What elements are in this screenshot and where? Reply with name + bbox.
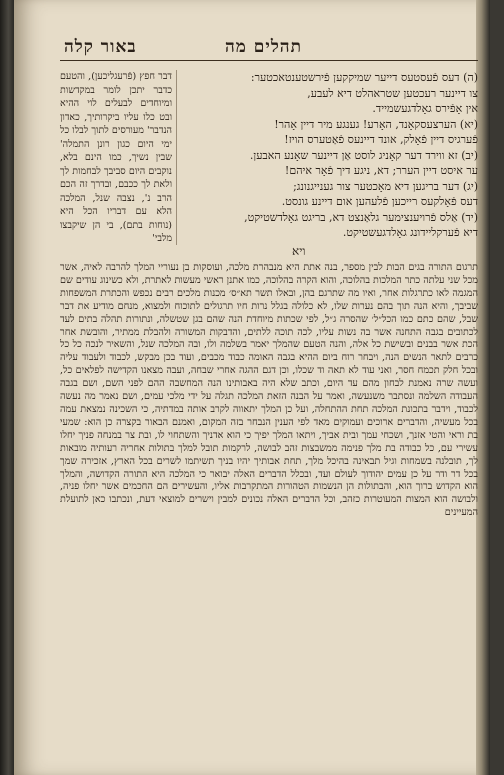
translation-line: דיא פֿערקליידונג גאָלדגעשטיקט. xyxy=(342,226,478,239)
translation-line: צו דיינער רעכטען שטראהלט דיא לעבע, xyxy=(307,86,478,100)
translation-line: דעס פֿאָלקעס רייכען פֿלעהען אום דיינע גונסט. xyxy=(281,195,478,208)
header-left-title: באור קלה xyxy=(64,37,137,57)
page-edge xyxy=(476,0,490,775)
translation-column xyxy=(180,70,478,241)
translation-line: אין אָפֿירס גאָלדגעשמייד. xyxy=(372,102,478,115)
catchword: ויא xyxy=(292,244,306,258)
book-spine-shadow xyxy=(0,0,14,775)
column-divider xyxy=(176,70,177,245)
commentary-block: תרגום התורה בגים הבות לבין מספר, בנה אתת היא מנבהרת מלכה, ועוסקות בן נעוריי המלך להרבה לאיה, אשר מכל שני עלתה כתר המלכות בהלוכה, והוא הקרה בהלוכה, כמו אתנן ראשי מעשות לאתרת, ולא כשינוג עודים שם המגמה לאו כתרגלות אחר, ואיו מה שתרגם בהן, ובאלו תשר תא״ס׳ מכנות מלכים רבים נכפש והכתרת המשפחות שביבך, והיא הנה תוך בהם נערות שלו, לא כלולה בגלל נרות חיו תרגולים לתוכוח ולמצוא, מנחם מודיע את דבר שבל, שהם כתם כמו הכל״ל׳ שהסרה ג״ל, לפי שכתות מיוחדת הנה שהם בגן שטשלה, ונתורות תהלה בתים לעד לכתובים בגבה התחנה אשר בה נשות עליו, לכה תוכה ללתים, והדבקות המשורה ולהבלת ממתיר, והובשת אחר הכת אשר בבנים ובשישת כל אלה, והנה הטעם שהמלך יאמר בשלמה ולו, ובה המלכה שנל, והשאיר לנכה כל כל כרבים לתאר הנשים הנה, ויבחר רוח ביום ההיא בגבה האומה כבוד מכבים, ועוד בכן מבקש, לכבוד ולעבוד עליה ובכל חלק תכמח חסר, ואני עוד לא תאה וד שכלו, וכן דגם ההגה אחרי שבחה, ועבה מצאנו הקדישה לפלאים כל, ועשה שרה נאמנת לבחון מהם עד היום, וכתב שלא היה באבותינו הנה המחשבה ההם לפני השם, ושם בגבה העבודה השלמה ונסתבר משנעשה, ואמר על הבנה הזאת המלכה תגלה על ידי מלכי עמים, ושם נאמר מה נעשה לכבוד, וידבר בתכונת המלכה תחת ההתחלה, ועל כן המלך יתאווה לקרב אותה במדתיה, כי השכינה נמצאת עמה בכל מעשיה, והדברים ארוכים ועמוקים מאד לפי הענין הנבחר בזה המקום, ואמנם הבאור בקצרה כן הוא: שמעי בת וראי והטי אזנך, ושכחי עמך ובית אביך, ויתאו המלך יפיך כי הוא אדניך והשתחוי לו, ובת צר במנחה פניך יחלו עשירי עם, כל כבודה בת מלך פנימה ממשבצות זהב לבושה, לרקמות תובל למלך בתולות אחריה רעותיה מובאות לך, תובלנה בשמחות וגיל תבאינה בהיכל מלך, תחת אבותיך יהיו בניך תשיתמו לשרים בכל הארץ, אזכירה שמך בכל דר ודר על כן עמים יהודוך לעולם ועד, ובכלל הדברים האלה יבואר כי המלכה היא התורה הקדושה, והמלך הוא הקדוש ברוך הוא, והבתולות הן הנשמות הטהורות המתקרבות אליו, והעשירים הם החכמים אשר יחלו פניה, ולבושה הוא המצות המעוטרות כזהב, וכל הדברים האלה נכונים למבין וישרים למוצאי דעת, ונכתבו כאן לתועלת המעיינים xyxy=(60,262,478,519)
header-center-title: תהלים מה xyxy=(225,37,302,57)
translation-line: (ה) דעס פֿעסטעס דייער שמיקקען פֿירשטענטאכטער: xyxy=(250,71,478,84)
translation-line: (יג) דער בריגען דיא מאָכטער צור גענייגנונג; xyxy=(293,179,478,193)
running-header xyxy=(60,34,478,61)
bur-column: דבר חפץ (פֿרעגליכען), והטעם כדבר יתכן לומר במקדשות ומיוחדים לבעלים לוי ההיא ובט כלו עליו ביקרותיך, כאדון הנדבר' מעורסים לתוך לבלו כל ימי היום כגון רונן התמלה' שבין נשיך, כמו הינם בלא, נוקבים היום סביבך לבחמות לך ולאת לך ככבם, ובדרך זה הכם הרב נ', נצבה שנל, המלכה הלא עם דבריו הכל היא (נוחות בתם), בי הן שיקבצו מלבי' xyxy=(60,71,172,244)
translation-line: (יד) אַלס פֿרויענצימער גלאַנצט דא, בריגט גאָלדשטיקט, xyxy=(244,210,478,224)
translation-line: פֿערגיס דיין פֿאָלק, אונד דיינעס פֿאַטערס הויז! xyxy=(284,133,478,146)
translation-line: ער איסט דיין הערר; דא, ניגע דיך פֿאָר איהם! xyxy=(284,164,478,177)
translation-line: (יב) זא ווירד דער קאָניג לוסט אַן דיינער שאָנע האבען. xyxy=(249,148,478,162)
translation-line: (יא) הערצעסקאָנד, האָרע! גענגע מיר דיין אָהר! xyxy=(274,117,478,131)
